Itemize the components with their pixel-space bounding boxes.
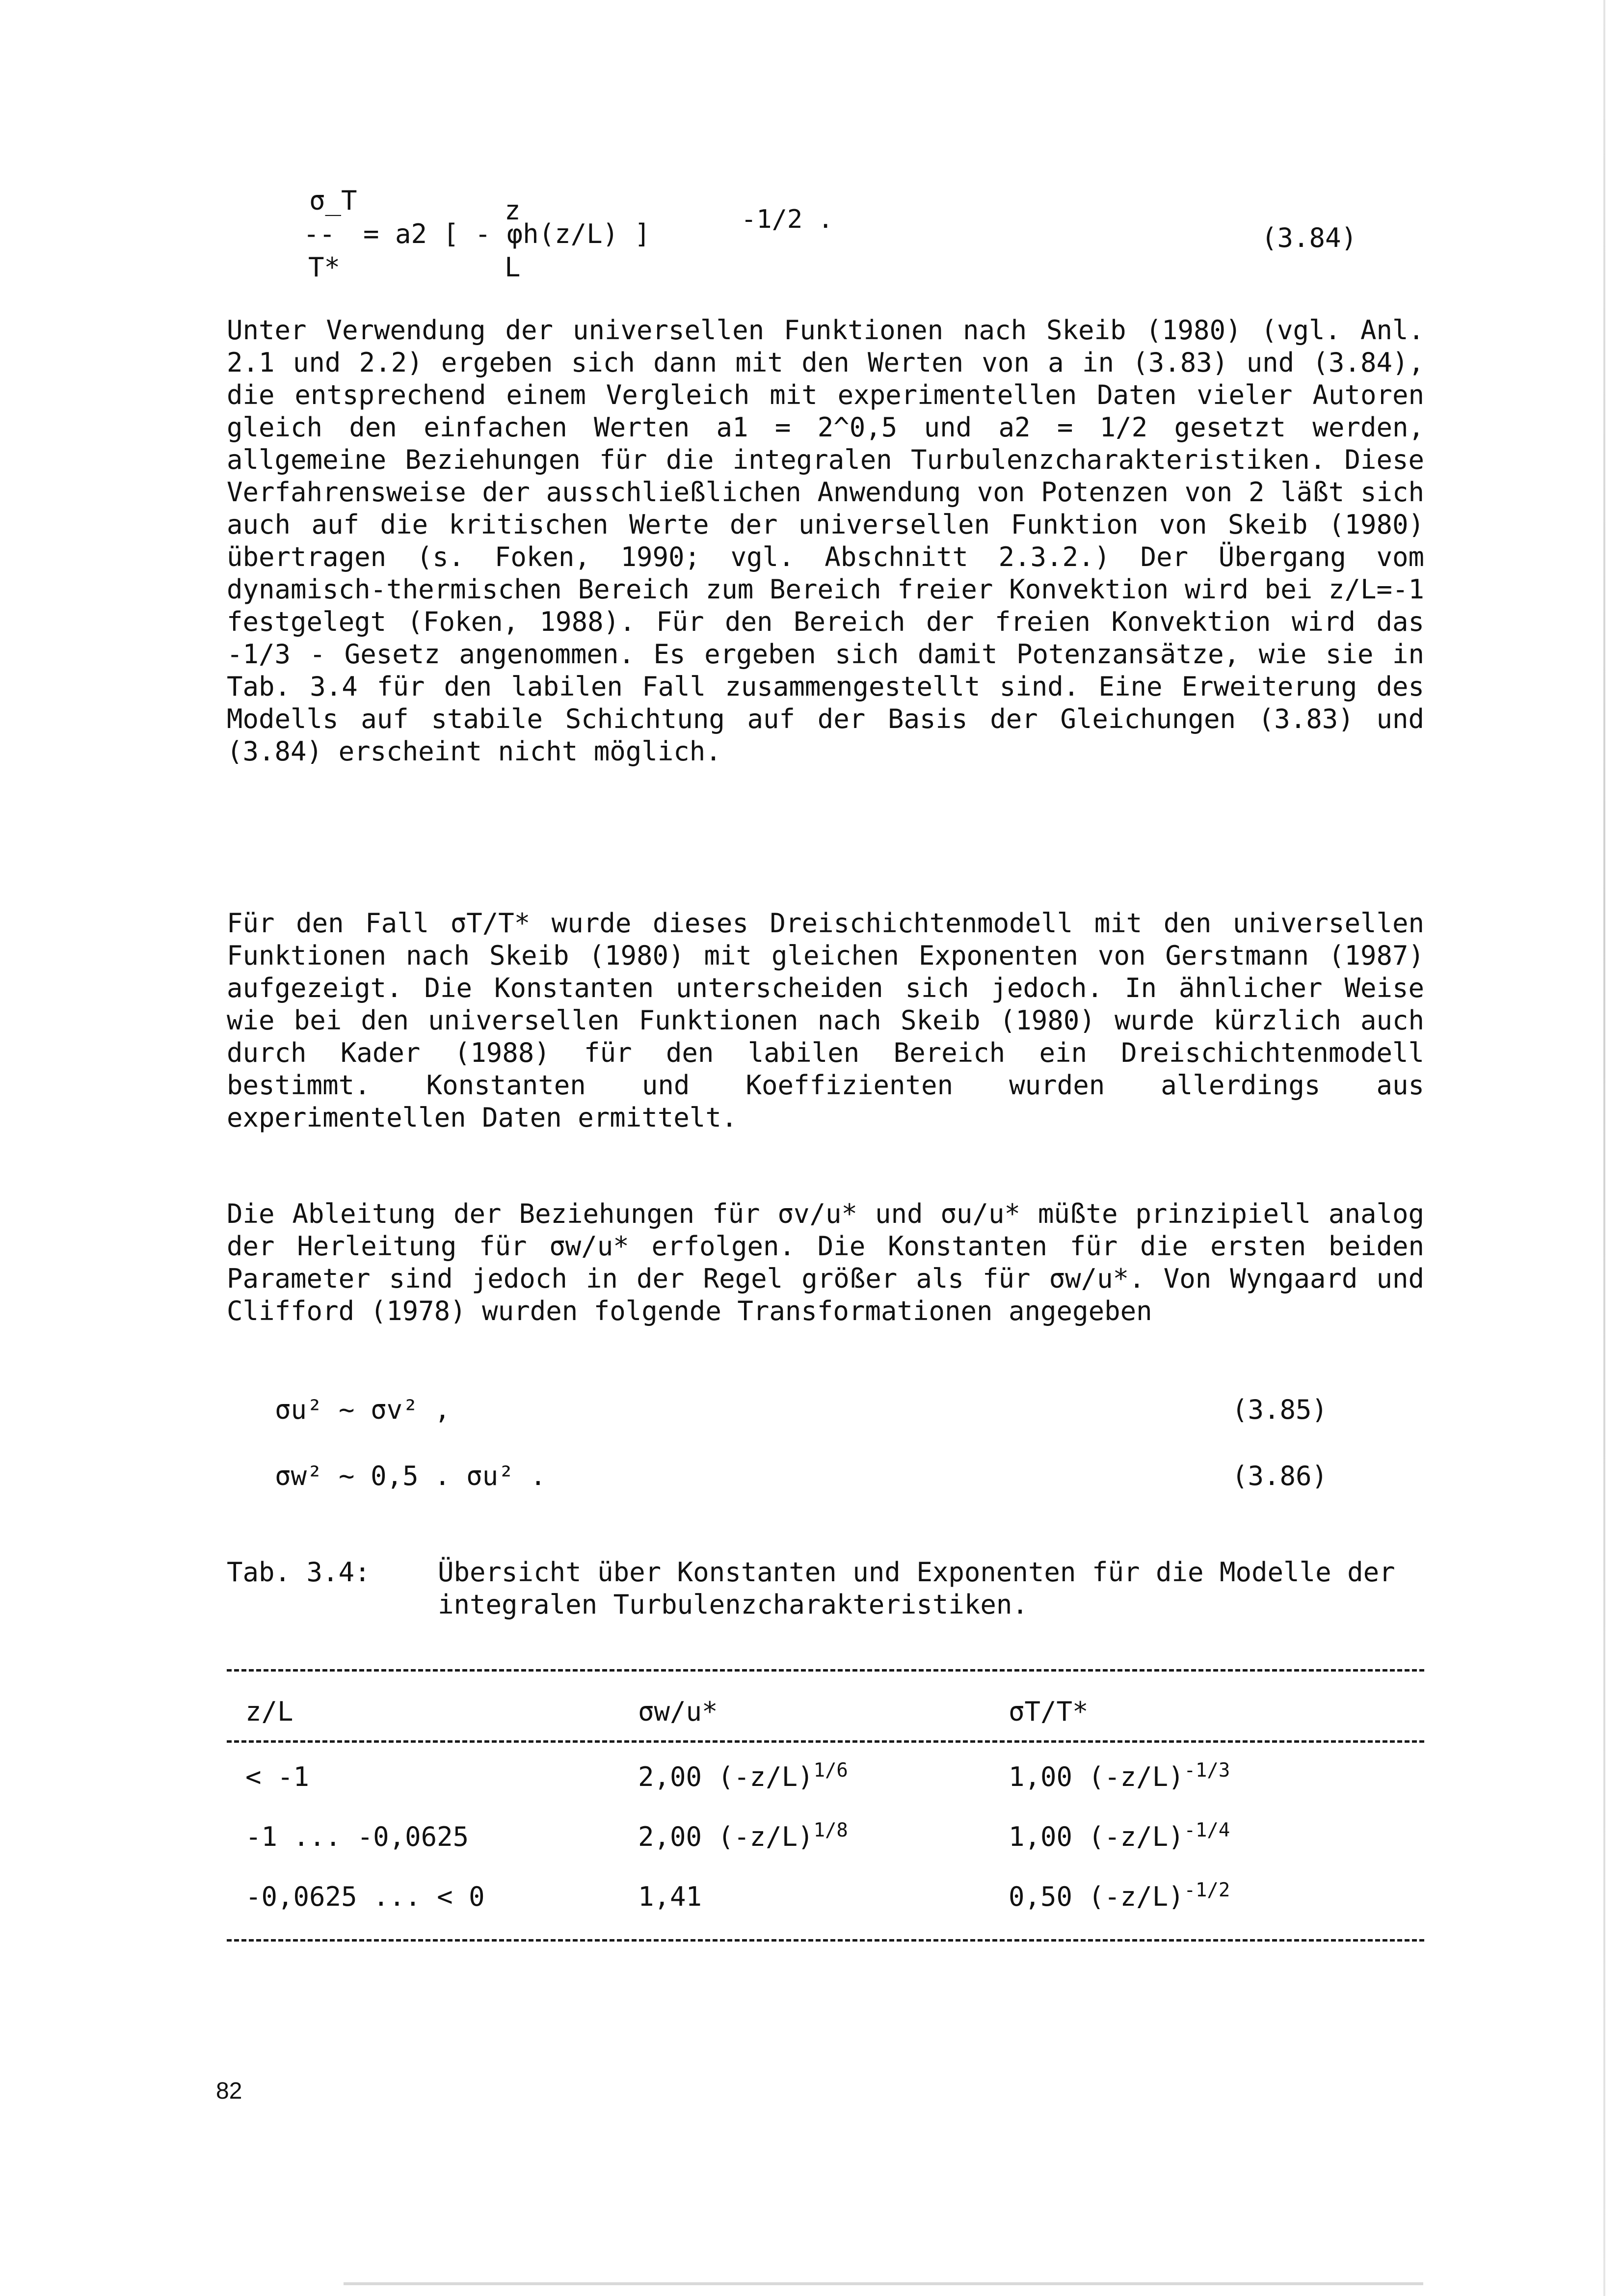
equation-L: L xyxy=(505,252,521,283)
fraction-bar: -- xyxy=(303,218,336,249)
equation-number: (3.85) xyxy=(1232,1394,1328,1425)
table-cell-sigma-w xyxy=(638,1761,848,1792)
table-cell-sigma-w xyxy=(638,1821,848,1852)
table-rule-header xyxy=(227,1740,1424,1743)
cell-value: 1,00 (-z/L) xyxy=(1009,1761,1184,1792)
scan-edge-bottom xyxy=(344,2282,1423,2285)
equation-number: (3.86) xyxy=(1232,1460,1328,1491)
equation-exponent: -1/2 . xyxy=(741,205,833,234)
table-label: Tab. 3.4: xyxy=(227,1557,371,1588)
table-cell-sigma-w xyxy=(638,1881,702,1912)
cell-exponent: -1/4 xyxy=(1184,1819,1230,1841)
cell-exponent: -1/3 xyxy=(1184,1759,1230,1782)
equation-numerator: σ_T xyxy=(309,185,357,216)
equation-expression: σw² ~ 0,5 . σu² . xyxy=(275,1460,546,1491)
equation-expression: σu² ~ σv² , xyxy=(275,1394,451,1425)
equation-number: (3.84) xyxy=(1261,222,1357,253)
equation-z: z xyxy=(505,195,521,226)
cell-exponent: 1/8 xyxy=(813,1819,848,1841)
table-caption-text: Übersicht über Konstanten und Exponenten für die Modelle der integralen Turbulenzcharakteristiken. xyxy=(438,1557,1395,1620)
cell-value: 2,00 (-z/L) xyxy=(638,1821,814,1852)
table-header-cell: σw/u* xyxy=(638,1696,718,1727)
table-cell-sigma-t xyxy=(1009,1821,1230,1852)
page-number: 82 xyxy=(216,2078,242,2104)
table-header-cell: σT/T* xyxy=(1009,1696,1089,1727)
cell-value: 1,41 xyxy=(638,1881,702,1912)
table-header-cell: z/L xyxy=(245,1696,293,1727)
table-cell-range: -1 ... -0,0625 xyxy=(245,1821,469,1852)
table-cell-range: < -1 xyxy=(245,1761,310,1792)
equation-3-84 xyxy=(294,179,1357,287)
paragraph-3: Die Ableitung der Beziehungen für σv/u* und σu/u* müßte prinzipiell analog der Herleitung für σw/u* erfolgen. Die Konstanten für die ersten beiden Parameter sind jedoch in der Regel größer als für σw/u*. Von Wyngaard und Clifford (1978) wurden folgende Transformationen angegeben xyxy=(227,1198,1424,1326)
table-cell-sigma-t xyxy=(1009,1881,1230,1912)
cell-value: 1,00 (-z/L) xyxy=(1009,1821,1184,1852)
paragraph-1: Unter Verwendung der universellen Funktionen nach Skeib (1980) (vgl. Anl. 2.1 und 2.2) ergeben sich dann mit den Werten von a in (3.83) und (3.84), die entsprechend einem Vergleich mit experimentellen Daten vieler Autoren gleich den einfachen Werten a1 = 2^0,5 und a2 = 1/2 gesetzt werden, allgemeine Beziehungen für die integralen Turbulenzcharakteristiken. Diese Verfahrensweise der ausschließlichen Anwendung von Potenzen von 2 läßt sich auch auf die kritischen Werte der universellen Funktion von Skeib (1980) übertragen (s. Foken, 1990; vgl. Abschnitt 2.3.2.) Der Übergang vom dynamisch-thermischen Bereich zum Bereich freier Konvektion wird bei z/L=-1 festgelegt (Foken, 1988). Für den Bereich der freien Konvektion wird das -1/3 - Gesetz angenommen. Es ergeben sich damit Potenzansätze, wie sie in Tab. 3.4 für den labilen Fall zusammengestellt sind. Eine Erweiterung des Modells auf stabile Schichtung auf der Basis der Gleichungen (3.83) und (3.84) erscheint nicht möglich. xyxy=(227,315,1424,767)
cell-value: 2,00 (-z/L) xyxy=(638,1761,814,1792)
table-cell-sigma-t xyxy=(1009,1761,1230,1792)
cell-exponent: -1/2 xyxy=(1184,1879,1230,1901)
equation-denominator: T* xyxy=(308,252,341,283)
cell-value: 0,50 (-z/L) xyxy=(1009,1881,1184,1912)
table-rule-top xyxy=(227,1669,1424,1672)
equation-rhs: = a2 [ - φh(z/L) ] xyxy=(363,218,651,249)
paragraph-2: Für den Fall σT/T* wurde dieses Dreischichtenmodell mit den universellen Funktionen nach Skeib (1980) mit gleichen Exponenten von Gerstmann (1987) aufgezeigt. Die Konstanten unterscheiden sich jedoch. In ähnlicher Weise wie bei den universellen Funktionen nach Skeib (1980) wurde kürzlich auch durch Kader (1988) für den labilen Bereich ein Dreischichtenmodell bestimmt. Konstanten und Koeffizienten wurden allerdings aus experimentellen Daten ermittelt. xyxy=(227,908,1424,1133)
scan-edge xyxy=(1603,0,1605,2296)
cell-exponent: 1/6 xyxy=(813,1759,848,1782)
table-cell-range: -0,0625 ... < 0 xyxy=(245,1881,485,1912)
table-rule-bottom xyxy=(227,1939,1424,1942)
